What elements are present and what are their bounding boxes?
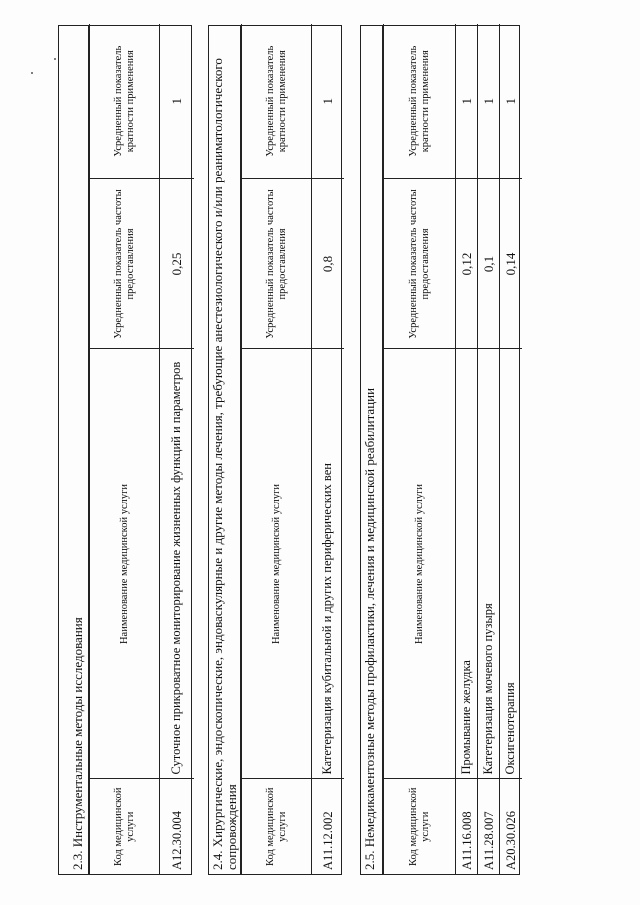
header-multiplicity: Усредненный показатель кратности применения [242, 24, 312, 179]
service-name: Катетеризация мочевого пузыря [478, 349, 500, 779]
header-code: Код медицинской услуги [242, 779, 312, 874]
multiplicity-value: 1 [456, 24, 478, 179]
service-code: А11.16.008 [456, 779, 478, 874]
table-row [478, 24, 500, 874]
table-header-row [242, 24, 312, 874]
services-table [241, 24, 344, 874]
table-row [160, 24, 194, 874]
multiplicity-value: 1 [500, 24, 522, 179]
service-code: А12.30.004 [160, 779, 194, 874]
header-frequency: Усредненный показатель частоты предоставления [384, 179, 456, 349]
multiplicity-value: 1 [160, 24, 194, 179]
multiplicity-value: 1 [312, 24, 344, 179]
services-table [89, 24, 194, 874]
table-row [312, 24, 344, 874]
frequency-value: 0,25 [160, 179, 194, 349]
frequency-value: 0,14 [500, 179, 522, 349]
service-name: Суточное прикроватное мониторирование жизненных функций и параметров [160, 349, 194, 779]
section-instrumental [58, 25, 192, 875]
section-surgical [208, 25, 342, 875]
service-code: А20.30.026 [500, 779, 522, 874]
service-name: Катетеризация кубитальной и других периферических вен [312, 349, 344, 779]
header-frequency: Усредненный показатель частоты предоставления [90, 179, 160, 349]
service-code: А11.12.002 [312, 779, 344, 874]
service-name: Оксигенотерапия [500, 349, 522, 779]
header-multiplicity: Усредненный показатель кратности применения [90, 24, 160, 179]
frequency-value: 0,1 [478, 179, 500, 349]
service-name: Промывание желудка [456, 349, 478, 779]
multiplicity-value: 1 [478, 24, 500, 179]
section-non-drug [360, 25, 520, 875]
header-code: Код медицинской услуги [90, 779, 160, 874]
table-header-row [90, 24, 160, 874]
header-code: Код медицинской услуги [384, 779, 456, 874]
header-frequency: Усредненный показатель частоты предоставления [242, 179, 312, 349]
section-title: 2.4. Хирургические, эндоскопические, эндоваскулярные и другие методы лечения, требующие анестезиологического и/или реаниматологического сопровождения [209, 26, 241, 874]
header-name: Наименование медицинской услуги [384, 349, 456, 779]
header-name: Наименование медицинской услуги [242, 349, 312, 779]
header-multiplicity: Усредненный показатель кратности применения [384, 24, 456, 179]
table-row [500, 24, 522, 874]
frequency-value: 0,8 [312, 179, 344, 349]
services-table [383, 24, 522, 874]
table-header-row [384, 24, 456, 874]
service-code: А11.28.007 [478, 779, 500, 874]
table-row [456, 24, 478, 874]
header-name: Наименование медицинской услуги [90, 349, 160, 779]
section-title: 2.3. Инструментальные методы исследования [59, 26, 89, 874]
frequency-value: 0,12 [456, 179, 478, 349]
section-title: 2.5. Немедикаментозные методы профилактики, лечения и медицинской реабилитации [361, 26, 383, 874]
